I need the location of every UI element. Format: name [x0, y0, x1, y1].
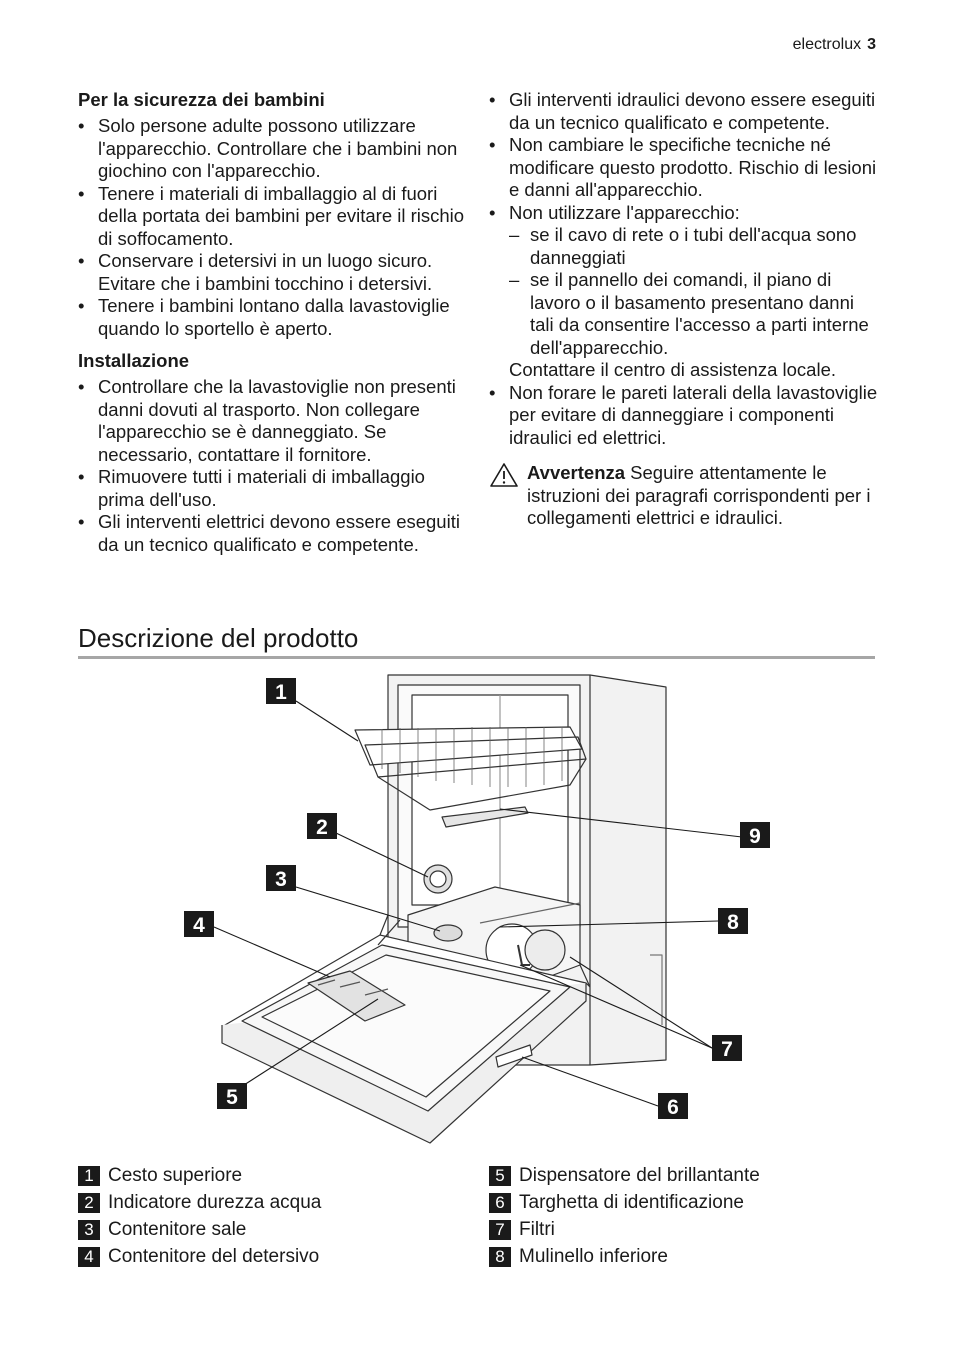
page-number: 3 — [867, 36, 876, 53]
legend-label: Mulinello inferiore — [519, 1246, 668, 1267]
legend-label: Contenitore del detersivo — [108, 1246, 320, 1267]
list-item: • Tenere i bambini lontano dalla lavastoviglie quando lo sportello è aperto. — [78, 295, 470, 340]
legend-item — [78, 1216, 468, 1243]
dishwasher-illustration — [150, 665, 800, 1155]
callout-3: 3 — [275, 868, 287, 891]
page-header — [793, 36, 876, 54]
legend-number: 5 — [489, 1166, 511, 1186]
legend-label: Contenitore sale — [108, 1219, 247, 1240]
legend-number: 8 — [489, 1247, 511, 1267]
legend-left — [78, 1162, 468, 1270]
warning-box — [489, 462, 881, 530]
legend-item — [78, 1162, 468, 1189]
left-column — [78, 89, 470, 556]
list-item-intro: Non utilizzare l'apparecchio: — [509, 201, 740, 223]
callout-1: 1 — [275, 681, 287, 704]
list-item: • Rimuovere tutti i materiali di imballaggio prima dell'uso. — [78, 466, 470, 511]
list-item: • Non cambiare le specifiche tecniche né modificare questo prodotto. Rischio di lesioni e danni all'apparecchio. — [489, 134, 881, 202]
callout-2: 2 — [316, 816, 328, 839]
callout-4: 4 — [193, 914, 205, 937]
legend-item — [78, 1189, 468, 1216]
warning-triangle-icon — [489, 462, 519, 488]
list-item: • Solo persone adulte possono utilizzare l'apparecchio. Controllare che i bambini non giochino con l'apparecchio. — [78, 115, 470, 183]
legend-number: 7 — [489, 1220, 511, 1240]
sub-list-item: – se il pannello dei comandi, il piano di lavoro o il basamento presentano danni tali da consentire l'accesso a parti interne dell'apparecchio. — [509, 269, 881, 359]
legend-item — [489, 1216, 879, 1243]
list-item-note: Contattare il centro di assistenza locale. — [509, 359, 837, 380]
callout-5: 5 — [226, 1086, 238, 1109]
right-column — [489, 89, 881, 530]
legend-item — [489, 1243, 879, 1270]
warning-text: Seguire attentamente le istruzioni dei paragrafi corrispondenti per i collegamenti elettrici e idraulici. — [527, 462, 871, 528]
list-item: • Conservare i detersivi in un luogo sicuro. Evitare che i bambini tocchino i detersivi. — [78, 250, 470, 295]
child-safety-list — [78, 115, 470, 340]
legend-item — [489, 1189, 879, 1216]
list-item — [489, 202, 881, 382]
legend-label: Dispensatore del brillantante — [519, 1165, 760, 1186]
legend-label: Targhetta di identificazione — [519, 1192, 744, 1213]
legend-item — [78, 1243, 468, 1270]
installation-list-continued — [489, 89, 881, 449]
legend-number: 6 — [489, 1193, 511, 1213]
sub-list-item: – se il cavo di rete o i tubi dell'acqua sono danneggiati — [509, 224, 881, 269]
list-item: • Gli interventi idraulici devono essere eseguiti da un tecnico qualificato e competente. — [489, 89, 881, 134]
legend-label: Indicatore durezza acqua — [108, 1192, 322, 1213]
section-title: Descrizione del prodotto — [78, 622, 875, 659]
legend-number: 2 — [78, 1193, 100, 1213]
list-item: • Tenere i materiali di imballaggio al di fuori della portata dei bambini per evitare il rischio di soffocamento. — [78, 183, 470, 251]
sub-list — [509, 224, 881, 359]
callout-6: 6 — [667, 1096, 679, 1119]
brand-name: electrolux — [792, 36, 862, 53]
child-safety-heading: Per la sicurezza dei bambini — [78, 89, 325, 110]
legend-label: Filtri — [519, 1219, 555, 1240]
legend-right — [489, 1162, 879, 1270]
legend-number: 4 — [78, 1247, 100, 1267]
legend-item — [489, 1162, 879, 1189]
callout-8: 8 — [727, 911, 739, 934]
callout-7: 7 — [721, 1038, 733, 1061]
list-item: • Controllare che la lavastoviglie non presenti danni dovuti al trasporto. Non collegare l'apparecchio se è danneggiato. Se necessario, contattare il fornitore. — [78, 376, 470, 466]
installation-heading: Installazione — [78, 350, 190, 371]
legend-label: Cesto superiore — [108, 1165, 243, 1186]
legend-number: 1 — [78, 1166, 100, 1186]
warning-label: Avvertenza — [527, 462, 626, 483]
list-item: • Gli interventi elettrici devono essere eseguiti da un tecnico qualificato e competente. — [78, 511, 470, 556]
callout-9: 9 — [749, 825, 761, 848]
legend-number: 3 — [78, 1220, 100, 1240]
installation-list — [78, 376, 470, 556]
list-item: • Non forare le pareti laterali della lavastoviglie per evitare di danneggiare i componenti idraulici ed elettrici. — [489, 382, 881, 450]
